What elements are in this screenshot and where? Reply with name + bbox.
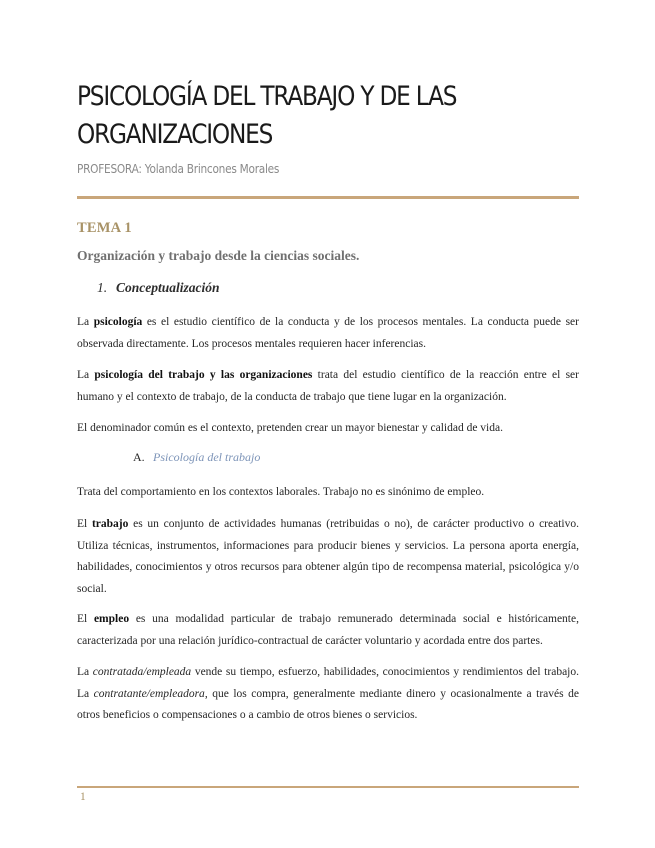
- bold-term: empleo: [93, 613, 130, 625]
- paragraph-trabajo: [77, 514, 579, 600]
- list-item-label: Psicología del trabajo: [153, 450, 261, 464]
- text-run: , que los compra, generalmente mediante dinero y ocasionalmente a través de otros beneficios o compensaciones o a cambio de otros bienes o servicios.: [77, 687, 579, 721]
- text-run: El: [77, 613, 94, 625]
- paragraph-psicologia: [77, 312, 579, 355]
- text-run: La: [77, 666, 93, 678]
- text-run: El: [77, 518, 92, 530]
- text-run: vende su tiempo, esfuerzo, habilidades, conocimientos y rendimientos del trabajo. La: [77, 666, 579, 700]
- paragraph-empleo: [77, 609, 579, 652]
- subheading-text: Conceptualización: [116, 280, 220, 295]
- paragraph-denominador: El denominador común es el contexto, pretenden crear un mayor bienestar y calidad de vida.: [77, 422, 503, 434]
- page-number: 1: [80, 791, 86, 803]
- bold-term: trabajo: [91, 518, 129, 530]
- paragraph-contratada: [77, 662, 579, 727]
- text-run: es un conjunto de actividades humanas (retribuidas o no), de carácter productivo o creativo. Utiliza técnicas, instrumentos, informaciones para producir bienes y servicios. La persona aporta energía, habilidades, conocimientos y otros recursos para obtener algún tipo de recompensa material, psicológica y/o social.: [77, 518, 579, 595]
- footer-divider: [77, 786, 579, 788]
- text-run: trata del estudio científico de la reacción entre el ser humano y el contexto de trabajo, de la conducta de trabajo que tiene lugar en la organización.: [77, 369, 579, 403]
- subheading-number: 1.: [97, 280, 108, 295]
- paragraph-psicologia-trabajo: [77, 365, 579, 408]
- subheading-conceptualizacion: [97, 280, 220, 296]
- italic-term: contratante/empleadora: [93, 687, 205, 700]
- tema-heading: TEMA 1: [77, 220, 132, 236]
- paragraph-comportamiento: Trata del comportamiento en los contextos laborales. Trabajo no es sinónimo de empleo.: [77, 486, 485, 498]
- header-divider: [77, 196, 579, 199]
- text-run: La: [77, 369, 95, 381]
- bold-term: psicología del trabajo y las organizaciones: [94, 369, 313, 381]
- professor-line: PROFESORA: Yolanda Brincones Morales: [77, 162, 280, 176]
- italic-term: contratada/empleada: [92, 666, 192, 678]
- document-title: PSICOLOGÍA DEL TRABAJO Y DE LAS ORGANIZACIONES: [77, 81, 457, 150]
- list-marker: A.: [133, 450, 145, 464]
- text-run: es el estudio científico de la conducta y de los procesos mentales. La conducta puede ser observada directamente. Los procesos mentales requieren hacer inferencias.: [77, 316, 579, 350]
- text-run: La: [77, 316, 94, 328]
- list-item-psicologia-del-trabajo: [133, 450, 260, 465]
- section-heading: Organización y trabajo desde la ciencias sociales.: [77, 248, 360, 263]
- bold-term: psicología: [93, 316, 143, 328]
- text-run: es una modalidad particular de trabajo remunerado determinada social e históricamente, caracterizada por una relación jurídico-contractual de carácter voluntario y acordada entre dos partes.: [77, 613, 579, 647]
